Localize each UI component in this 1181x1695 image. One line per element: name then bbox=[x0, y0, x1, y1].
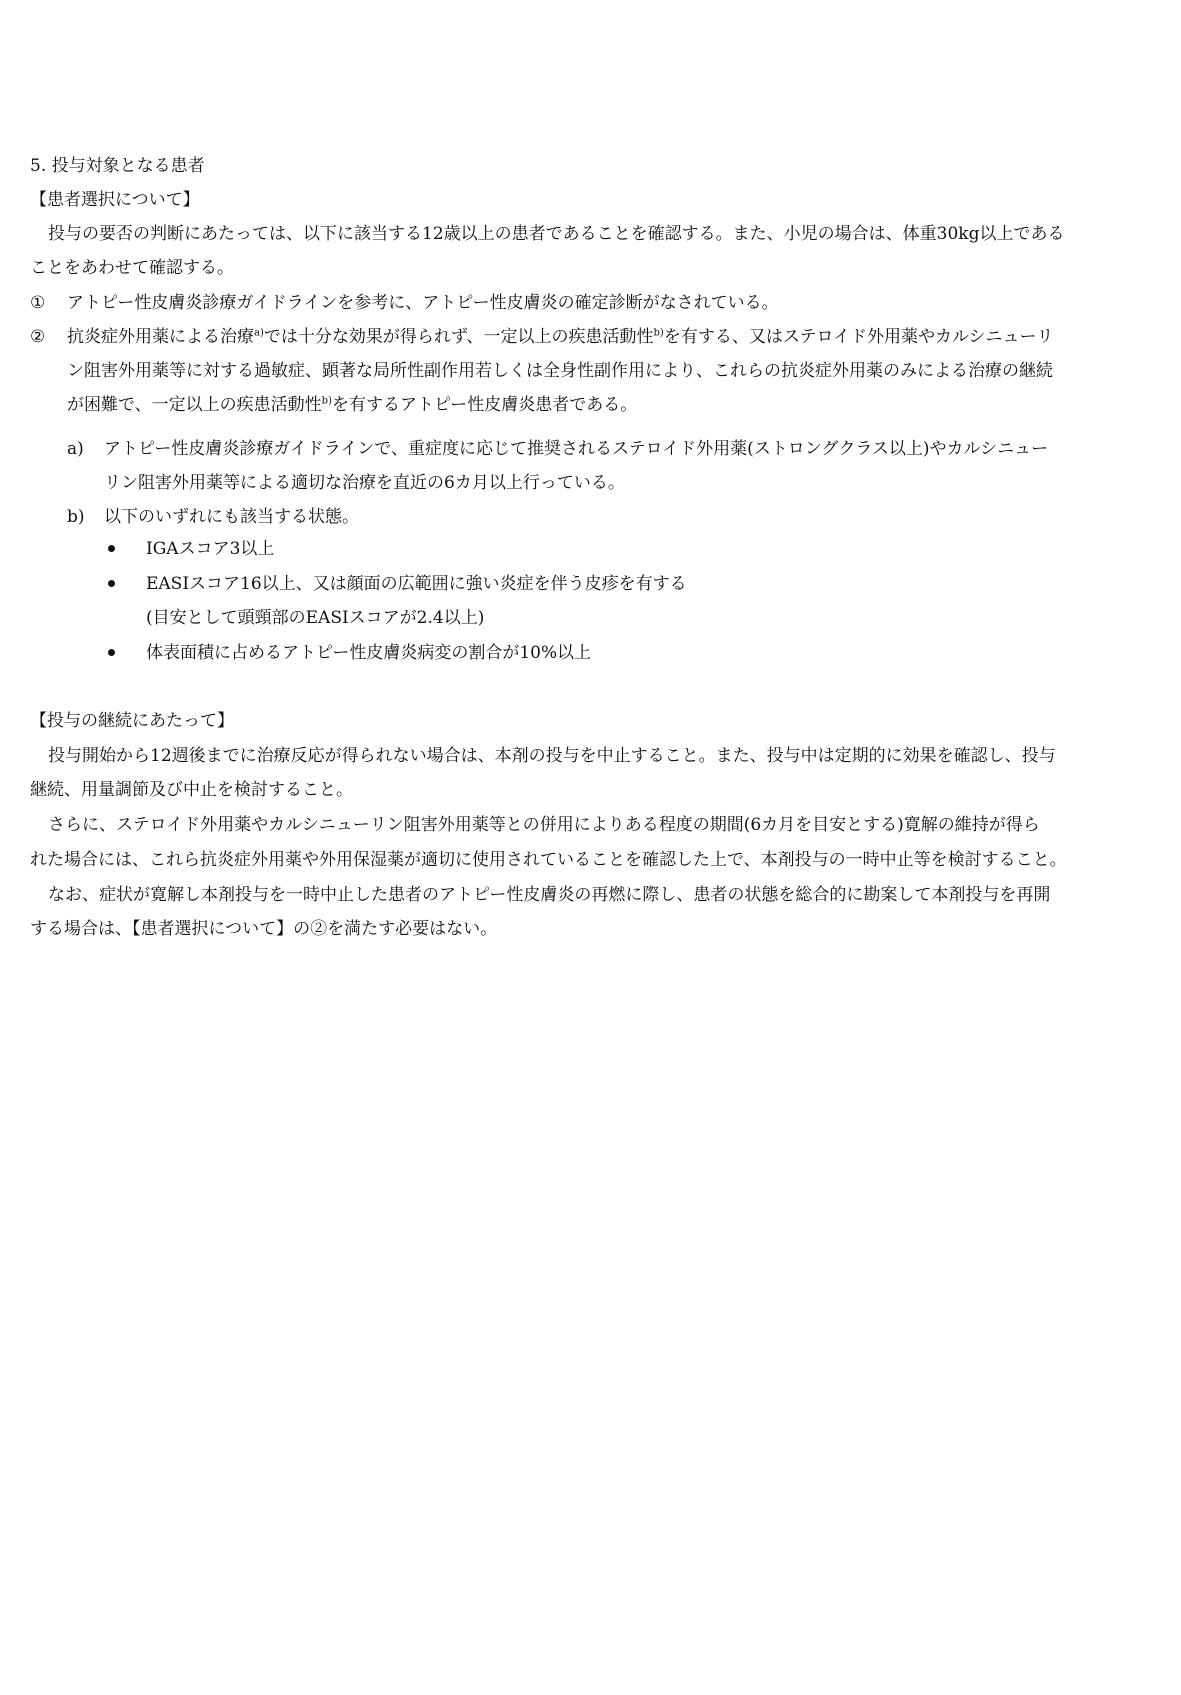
item-2-line-3 bbox=[67, 393, 637, 417]
bullet-icon bbox=[108, 580, 115, 587]
continuation-p2-line-2: れた場合には、これら抗炎症外用薬や外用保湿薬が適切に使用されていることを確認した上で、本剤投与の一時中止等を検討すること。 bbox=[30, 850, 1067, 870]
bullet-icon bbox=[108, 649, 115, 656]
sub-a-line-1: アトピー性皮膚炎診療ガイドラインで、重症度に応じて推奨されるステロイド外用薬(ストロングクラス以上)やカルシニュー bbox=[104, 439, 1049, 459]
selection-intro-line-1: 投与の要否の判断にあたっては、以下に該当する12歳以上の患者であることを確認する。また、小児の場合は、体重30kg以上である bbox=[48, 224, 1065, 244]
sub-a-line-2: リン阻害外用薬等による適切な治療を直近の6カ月以上行っている。 bbox=[104, 473, 625, 493]
item-2-line-1-a: 抗炎症外用薬による治療 bbox=[67, 327, 254, 347]
item-2-line-1-c: を有する、又はステロイド外用薬やカルシニューリ bbox=[663, 327, 1054, 347]
item-1-text: アトピー性皮膚炎診療ガイドラインを参考に、アトピー性皮膚炎の確定診断がなされている。 bbox=[67, 293, 779, 313]
item-2-line-2: ン阻害外用薬等に対する過敏症、顕著な局所性副作用若しくは全身性副作用により、これらの抗炎症外用薬のみによる治療の継続 bbox=[67, 361, 1053, 381]
bullet-item-1: IGAスコア3以上 bbox=[146, 539, 275, 559]
item-2-line-1 bbox=[67, 325, 1054, 349]
continuation-p1-line-1: 投与開始から12週後までに治療反応が得られない場合は、本剤の投与を中止すること。また、投与中は定期的に効果を確認し、投与 bbox=[48, 746, 1056, 766]
continuation-p1-line-2: 継続、用量調節及び中止を検討すること。 bbox=[30, 780, 353, 800]
bullet-item-2-continuation: (目安として頭頸部のEASIスコアが2.4以上) bbox=[146, 608, 485, 628]
continuation-p2-line-1: さらに、ステロイド外用薬やカルシニューリン阻害外用薬等との併用によりある程度の期間(6カ月を目安とする)寛解の維持が得ら bbox=[48, 815, 1040, 835]
bullet-item-2: EASIスコア16以上、又は顔面の広範囲に強い炎症を伴う皮疹を有する bbox=[146, 574, 687, 594]
selection-heading: 【患者選択について】 bbox=[30, 190, 200, 210]
footnote-ref-b-2: b) bbox=[321, 395, 332, 407]
item-2-marker: ② bbox=[30, 327, 46, 347]
continuation-heading: 【投与の継続にあたって】 bbox=[30, 711, 234, 731]
bullet-item-3: 体表面積に占めるアトピー性皮膚炎病変の割合が10%以上 bbox=[146, 643, 592, 663]
footnote-ref-b: b) bbox=[653, 327, 664, 339]
selection-intro-line-2: ことをあわせて確認する。 bbox=[30, 258, 234, 278]
footnote-ref-a: a) bbox=[254, 327, 264, 339]
sub-b-line-1: 以下のいずれにも該当する状態。 bbox=[104, 507, 359, 527]
bullet-icon bbox=[108, 545, 115, 552]
item-2-line-1-b: では十分な効果が得られず、一定以上の疾患活動性 bbox=[263, 327, 654, 347]
item-2-line-3-a: が困難で、一定以上の疾患活動性 bbox=[67, 395, 322, 415]
section-title: 5. 投与対象となる患者 bbox=[30, 156, 205, 176]
continuation-p3-line-1: なお、症状が寛解し本剤投与を一時中止した患者のアトピー性皮膚炎の再燃に際し、患者の状態を総合的に勘案して本剤投与を再開 bbox=[48, 885, 1051, 905]
sub-b-marker: b) bbox=[67, 507, 85, 527]
sub-a-marker: a) bbox=[67, 439, 84, 459]
item-1-marker: ① bbox=[30, 293, 46, 313]
continuation-p3-line-2: する場合は、【患者選択について】の②を満たす必要はない。 bbox=[30, 919, 498, 939]
item-2-line-3-b: を有するアトピー性皮膚炎患者である。 bbox=[331, 395, 638, 415]
